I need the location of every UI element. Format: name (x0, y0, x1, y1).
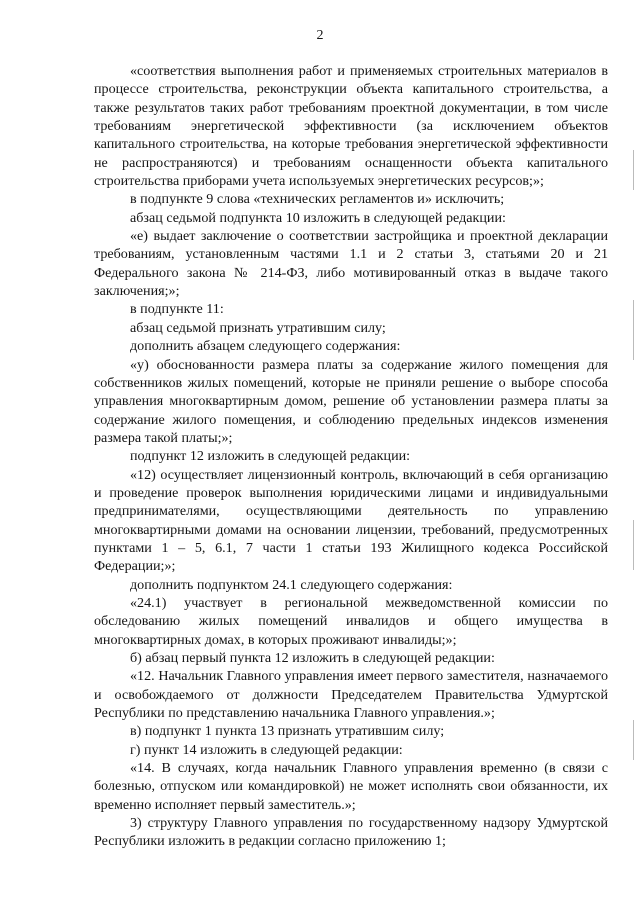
page-number: 2 (316, 28, 324, 43)
paragraph: дополнить абзацем следующего содержания: (130, 338, 401, 355)
paragraph: 3) структуру Главного управления по государственному надзору Удмуртской Республики изложить в редакции согласно приложению 1; (94, 815, 608, 850)
paragraph: г) пункт 14 изложить в следующей редакции: (130, 741, 403, 758)
paragraph: «12) осуществляет лицензионный контроль, включающий в себя организацию и проведение проверок выполнения юридическими лицами и индивидуальными предпринимателями, осуществляющими деятельность по управлению многоквартирными домами на основании лицензии, требований, предусмотренных пунктами 1 – 5, 6.1, 7 части 1 статьи 193 Жилищного кодекса Российской Федерации;»; (94, 466, 608, 575)
paragraph: в) подпункт 1 пункта 13 признать утратившим силу; (130, 723, 445, 740)
paragraph: абзац седьмой признать утратившим силу; (130, 319, 386, 336)
paragraph: «14. В случаях, когда начальник Главного управления временно (в связи с болезнью, отпуском или командировкой) не может исполнять свои обязанности, их временно исполняет первый заместитель.»; (94, 760, 608, 813)
paragraph: в подпункте 11: (130, 301, 224, 318)
paragraph: б) абзац первый пункта 12 изложить в следующей редакции: (130, 650, 495, 666)
paragraph: «е) выдает заключение о соответствии застройщика и проектной декларации требованиям, установленным частями 1.1 и 2 статьи 3, статьями 20 и 21 Федерального закона № 214-ФЗ, либо мотивированный отказ в выдаче такого заключения;»; (94, 228, 608, 300)
paragraph: «у) обоснованности размера платы за содержание жилого помещения для собственников жилых помещений, которые не приняли решение о выборе способа управления многоквартирным домом, решение об установлении размера платы за содержание жилого помещения, и соблюдению предельных индексов изменения размера такой платы;»; (94, 356, 608, 446)
paragraph: абзац седьмой подпункта 10 изложить в следующей редакции: (130, 209, 506, 226)
scan-edge-mark (633, 150, 634, 190)
paragraph: в подпункте 9 слова «технических регламентов и» исключить; (130, 191, 505, 208)
paragraph: дополнить подпунктом 24.1 следующего содержания: (130, 576, 453, 593)
paragraph: подпункт 12 изложить в следующей редакции: (130, 448, 411, 465)
scan-edge-mark (633, 520, 634, 570)
scan-edge-mark (633, 720, 634, 760)
paragraph: «12. Начальник Главного управления имеет первого заместителя, назначаемого и освобождаемого от должности Председателем Правительства Удмуртской Республики по представлению начальника Главного управления.»; (94, 668, 608, 722)
document-body (94, 62, 608, 851)
paragraph: «соответствия выполнения работ и применяемых строительных материалов в процессе строительства, реконструкции объекта капитального строительства, а также результатов таких работ требованиям проектной документации, в том числе требованиям энергетической эффективности (за исключением объектов капитального строительства, на которые требования энергетической эффективности не распространяются) и требованиям оснащенности объекта капитального строительства приборами учета используемых энергетических ресурсов;»; (94, 63, 608, 190)
paragraph: «24.1) участвует в региональной межведомственной комиссии по обследованию жилых помещений инвалидов и общего имущества в многоквартирных домах, в которых проживают инвалиды;»; (94, 594, 608, 648)
scan-edge-mark (633, 300, 634, 360)
